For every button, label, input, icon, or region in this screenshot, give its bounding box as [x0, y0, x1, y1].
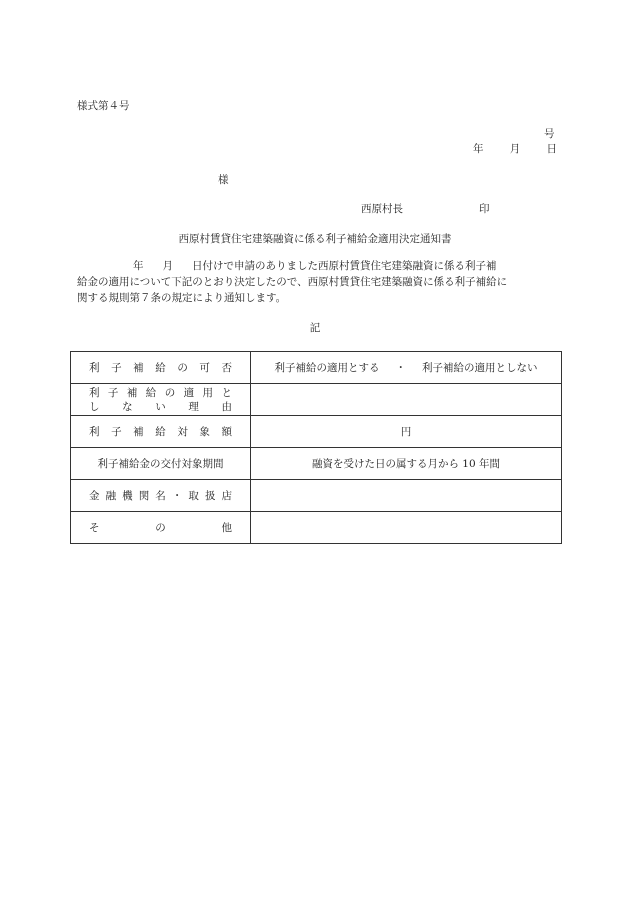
label-char: 他	[221, 522, 232, 534]
label-char: そ	[89, 522, 100, 534]
row-value-approval	[251, 352, 562, 384]
label-char: 用	[202, 386, 214, 399]
label-char: 給	[145, 386, 157, 399]
label-char: 扱	[204, 490, 216, 502]
label-char: の	[177, 362, 188, 374]
label-char: い	[155, 400, 166, 413]
body-line-2: 給金の適用について下記のとおり決定したので、西原村賃貸住宅建築融資に係る利子補給に	[77, 276, 508, 288]
label-char: 子	[107, 386, 119, 399]
label-char: 給	[155, 426, 166, 438]
body-text	[77, 258, 563, 306]
label-char: 補	[126, 386, 138, 399]
option-separator: ・	[395, 362, 406, 374]
table-row	[71, 384, 562, 416]
detail-table	[70, 351, 562, 544]
label-char: 利	[89, 426, 100, 438]
label-char: 象	[199, 426, 210, 438]
date-day-label: 日	[546, 143, 557, 155]
label-char: 否	[221, 362, 232, 374]
addressee-honorific: 様	[218, 174, 229, 186]
label-char: の	[155, 522, 166, 534]
label-char: 名	[155, 490, 166, 502]
label-char: 取	[188, 490, 199, 502]
option-apply: 利子補給の適用とする	[274, 362, 380, 374]
label-char: 補	[133, 426, 144, 438]
label-char: 可	[199, 362, 210, 374]
seal-mark: 印	[479, 203, 490, 215]
row-value-reason	[251, 384, 562, 416]
row-label-period: 利子補給金の交付対象期間	[71, 448, 251, 480]
label-char: 給	[155, 362, 166, 374]
label-char: 対	[177, 426, 188, 438]
table-row	[71, 480, 562, 512]
label-char: 店	[221, 490, 232, 502]
row-label-approval	[71, 352, 251, 384]
label-char: ・	[171, 490, 183, 502]
option-not-apply: 利子補給の適用としない	[422, 362, 538, 374]
row-value-period: 融資を受けた日の属する月から 10 年間	[251, 448, 562, 480]
label-char: の	[164, 386, 176, 399]
row-label-other	[71, 512, 251, 544]
label-char: 融	[105, 490, 117, 502]
date-month-label: 月	[509, 143, 521, 155]
label-char: し	[89, 400, 100, 413]
label-char: 利	[89, 386, 100, 399]
row-label-bank	[71, 480, 251, 512]
table-row	[71, 448, 562, 480]
row-label-amount	[71, 416, 251, 448]
label-char: 補	[133, 362, 144, 374]
row-label-reason	[71, 384, 251, 416]
record-heading: 記	[309, 322, 321, 334]
table-row	[71, 512, 562, 544]
label-char: 利	[89, 362, 100, 374]
label-char: 適	[183, 386, 195, 399]
row-value-other	[251, 512, 562, 544]
label-char: 金	[89, 490, 100, 502]
table-row	[71, 352, 562, 384]
document-title: 西原村賃貸住宅建築融資に係る利子補給金適用決定通知書	[178, 233, 452, 245]
label-char: 子	[111, 362, 122, 374]
issue-date-line	[473, 141, 557, 156]
label-char: 由	[221, 400, 232, 413]
table-row	[71, 416, 562, 448]
body-line-3: 関する規則第７条の規定により通知します。	[77, 292, 287, 304]
label-char: 額	[221, 426, 232, 438]
label-char: 理	[188, 400, 199, 413]
label-char: な	[122, 400, 133, 413]
body-month-label: 月	[162, 260, 173, 272]
row-value-amount: 円	[251, 416, 562, 448]
row-value-bank	[251, 480, 562, 512]
form-number: 様式第４号	[77, 100, 130, 112]
label-char: と	[221, 386, 232, 399]
body-line-1	[77, 258, 563, 274]
label-char: 機	[122, 490, 133, 502]
document-number-label: 号	[544, 128, 555, 140]
body-year-label: 年	[133, 260, 144, 272]
issuer-name: 西原村長	[361, 203, 403, 215]
label-char: 関	[138, 490, 150, 502]
label-char: 子	[111, 426, 122, 438]
body-line-1-text: 日付けで申請のありました西原村賃貸住宅建築融資に係る利子補	[192, 260, 497, 272]
date-year-label: 年	[473, 143, 484, 155]
